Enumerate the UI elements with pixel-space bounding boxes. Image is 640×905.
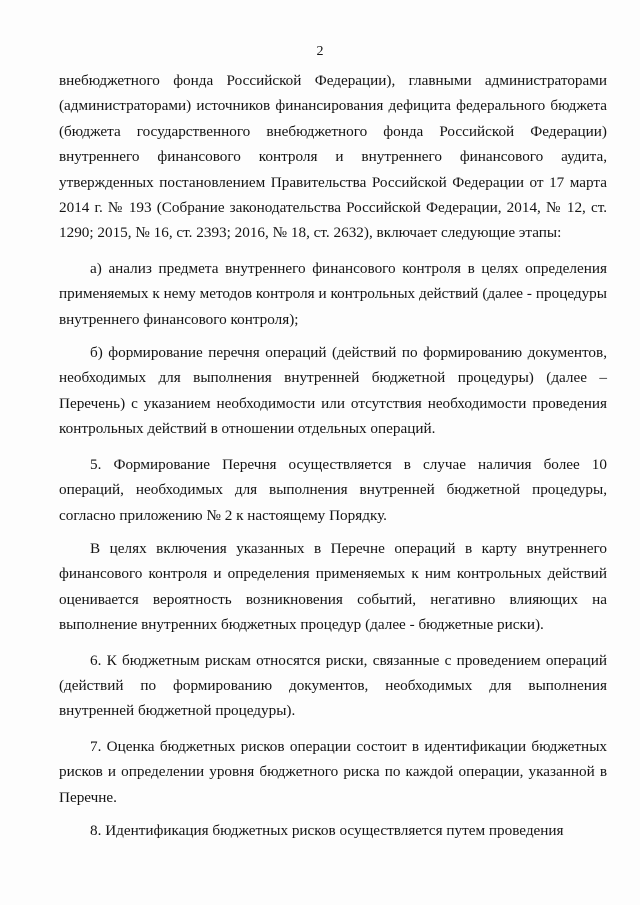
paragraph-item-b: б) формирование перечня операций (действий по формированию документов, необходимых для выполнения внутренней бюджетной процедуры) (далее – Перечень) с указанием необходимости или отсутствия необходимости проведения контрольных действий в отношении отдельных операций. [59,344,607,438]
paragraph-budget-risks: В целях включения указанных в Перечне операций в карту внутреннего финансового контроля и определения применяемых к ним контрольных действий оценивается вероятность возникновения событий, негативно влияющих на выполнение внутренних бюджетных процедур (далее - бюджетные риски). [59,539,607,634]
paragraph-continuation: внебюджетного фонда Российской Федерации), главными администраторами (администраторами) источников финансирования дефицита федерального бюджета (бюджета государственного внебюджетного фонда Российской Федерации) внутреннего финансового контроля и внутреннего финансового аудита, утвержденных постановлением Правительства Российской Федерации от 17 марта 2014 г. № 193 (Собрание законодательства Российской Федерации, 2014, № 12, ст. 1290; 2015, № 16, ст. 2393; 2016, № 18, ст. 2632), включает следующие этапы: [59,72,607,242]
paragraph-clause-5: 5. Формирование Перечня осуществляется в случае наличия более 10 операций, необходимых для выполнения внутренней бюджетной процедуры, согласно приложению № 2 к настоящему Порядку. [59,455,607,524]
document-body [59,68,607,843]
paragraph-clause-6: 6. К бюджетным рискам относятся риски, связанные с проведением операций (действий по формированию документов, необходимых для выполнения внутренней бюджетной процедуры). [59,651,607,720]
paragraph-clause-8: 8. Идентификация бюджетных рисков осуществляется путем проведения [90,821,564,839]
paragraph-item-a: а) анализ предмета внутреннего финансового контроля в целях определения применяемых к нему методов контроля и контрольных действий (далее - процедуры внутреннего финансового контроля); [59,259,607,328]
page-number: 2 [316,44,324,59]
paragraph-clause-7: 7. Оценка бюджетных рисков операции состоит в идентификации бюджетных рисков и определении уровня бюджетного риска по каждой операции, указанной в Перечне. [59,737,607,806]
